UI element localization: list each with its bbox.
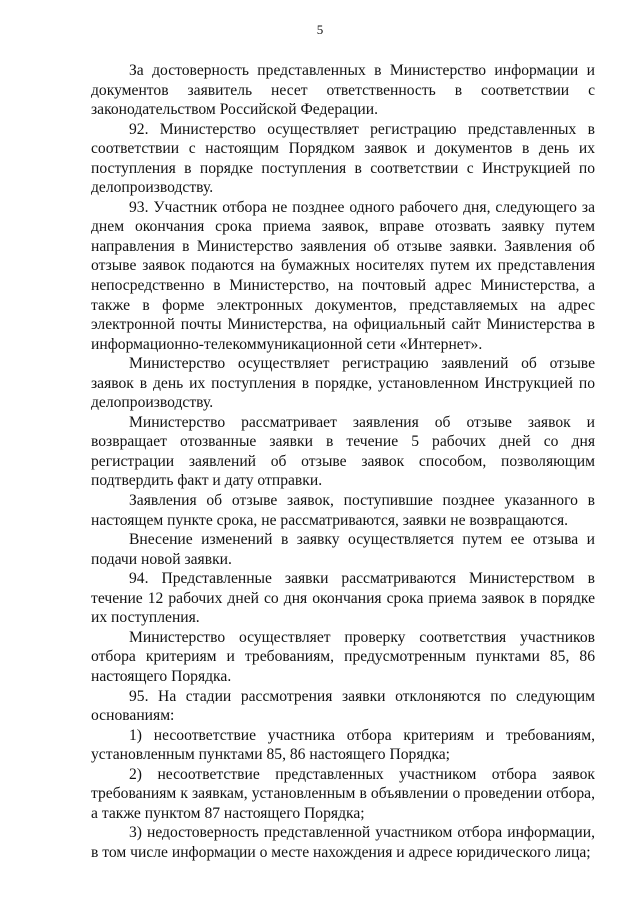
paragraph-compliance-check: Министерство осуществляет проверку соответствия участников отбора критериям и требованиям, предусмотренным пунктами 85, 86 настоящего Порядка. <box>91 628 595 685</box>
list-item-3: 3) недостоверность представленной участником отбора информации, в том числе информации о месте нахождения и адресе юридического лица; <box>91 824 595 861</box>
list-item-1: 1) несоответствие участника отбора критериям и требованиям, установленным пунктами 85, 86 настоящего Порядка; <box>91 726 595 764</box>
paragraph-92: 92. Министерство осуществляет регистрацию представленных в соответствии с настоящим Порядком заявок и документов в день их поступления в порядке поступления в соответствии с Инструкцией по делопроизводству. <box>91 120 595 197</box>
paragraph-return-of-applications: Министерство рассматривает заявления об отзыве заявок и возвращает отозванные заявки в течение 5 рабочих дней со дня регистрации заявлений об отзыве заявок способом, позволяющим подтвердить факт и дату отправки. <box>91 413 595 490</box>
page-number: 5 <box>316 22 324 37</box>
paragraph-late-withdrawal: Заявления об отзыве заявок, поступившие позднее указанного в настоящем пункте срока, не рассматриваются, заявки не возвращаются. <box>91 492 595 529</box>
document-body <box>91 61 595 862</box>
paragraph-registration-of-withdrawal: Министерство осуществляет регистрацию заявлений об отзыве заявок в день их поступления в порядке, установленном Инструкцией по делопроизводству. <box>91 355 595 412</box>
paragraph-95: 95. На стадии рассмотрения заявки отклоняются по следующим основаниям: <box>91 687 595 725</box>
paragraph-changes: Внесение изменений в заявку осуществляется путем ее отзыва и подачи новой заявки. <box>91 531 595 568</box>
paragraph-93: 93. Участник отбора не позднее одного рабочего дня, следующего за днем окончания срока приема заявок, вправе отозвать заявку путем направления в Министерство заявления об отзыве заявки. Заявления об отзыве заявок подаются на бумажных носителях путем их представления непосредственно в Министерство, на почтовый адрес Министерства, а также в форме электронных документов, представляемых на адрес электронной почты Министерства, на официальный сайт Министерства в информационно-телекоммуникационной сети «Интернет». <box>91 198 595 353</box>
paragraph-reliability: За достоверность представленных в Министерство информации и документов заявитель несет ответственность в соответствии с законодательством Российской Федерации. <box>91 62 595 119</box>
list-item-2: 2) несоответствие представленных участником отбора заявок требованиям к заявкам, установленным в объявлении о проведении отбора, а также пунктом 87 настоящего Порядка; <box>91 765 595 822</box>
paragraph-94: 94. Представленные заявки рассматриваются Министерством в течение 12 рабочих дней со дня окончания срока приема заявок в порядке их поступления. <box>91 570 595 627</box>
